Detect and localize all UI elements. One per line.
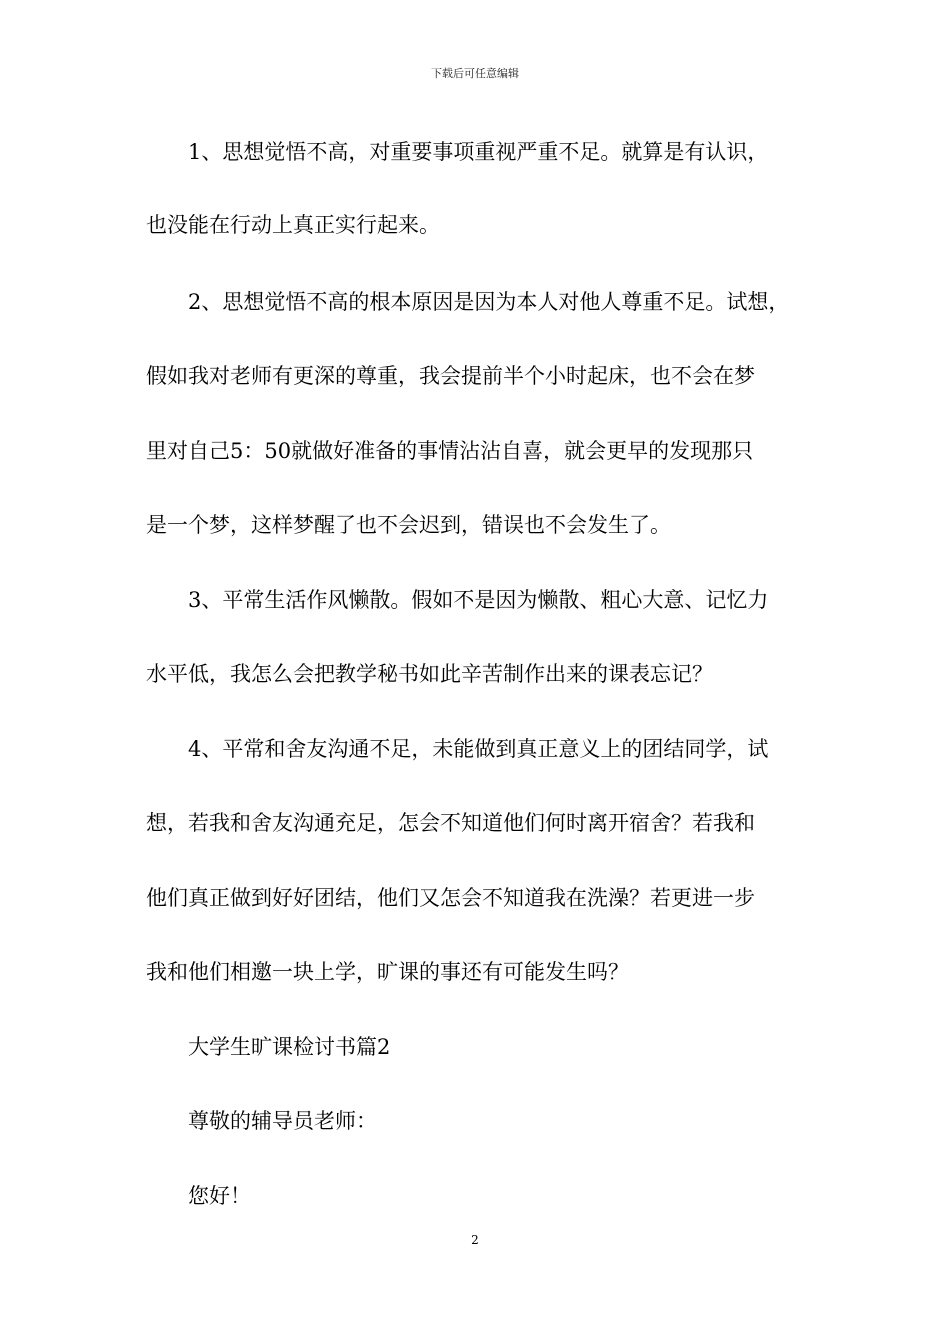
paragraph-4-line-2: 想，若我和舍友沟通充足，怎会不知道他们何时离开宿舍？若我和 (146, 811, 755, 835)
paragraph-2-line-4: 是一个梦，这样梦醒了也不会迟到，错误也不会发生了。 (146, 513, 671, 537)
paragraph-2-line-1: 2、思想觉悟不高的根本原因是因为本人对他人尊重不足。试想， (188, 290, 790, 314)
paragraph-1-line-1: 1、思想觉悟不高，对重要事项重视严重不足。就算是有认识， (188, 140, 769, 164)
paragraph-3-line-1: 3、平常生活作风懒散。假如不是因为懒散、粗心大意、记忆力 (188, 588, 769, 612)
paragraph-2-line-2: 假如我对老师有更深的尊重，我会提前半个小时起床，也不会在梦 (146, 364, 755, 388)
paragraph-2-line-3: 里对自己5：50就做好准备的事情沾沾自喜，就会更早的发现那只 (146, 439, 754, 463)
page-header: 下载后可任意编辑 (431, 67, 519, 80)
salutation: 尊敬的辅导员老师： (188, 1109, 377, 1133)
section-title: 大学生旷课检讨书篇2 (188, 1035, 391, 1059)
paragraph-4-line-4: 我和他们相邀一块上学，旷课的事还有可能发生吗？ (146, 960, 629, 984)
paragraph-1-line-2: 也没能在行动上真正实行起来。 (146, 213, 440, 237)
paragraph-3-line-2: 水平低，我怎么会把教学秘书如此辛苦制作出来的课表忘记？ (146, 662, 713, 686)
paragraph-4-line-3: 他们真正做到好好团结，他们又怎会不知道我在洗澡？若更进一步 (146, 886, 755, 910)
page-number: 2 (471, 1233, 479, 1247)
paragraph-4-line-1: 4、平常和舍友沟通不足，未能做到真正意义上的团结同学，试 (188, 737, 769, 761)
greeting: 您好！ (188, 1184, 251, 1208)
